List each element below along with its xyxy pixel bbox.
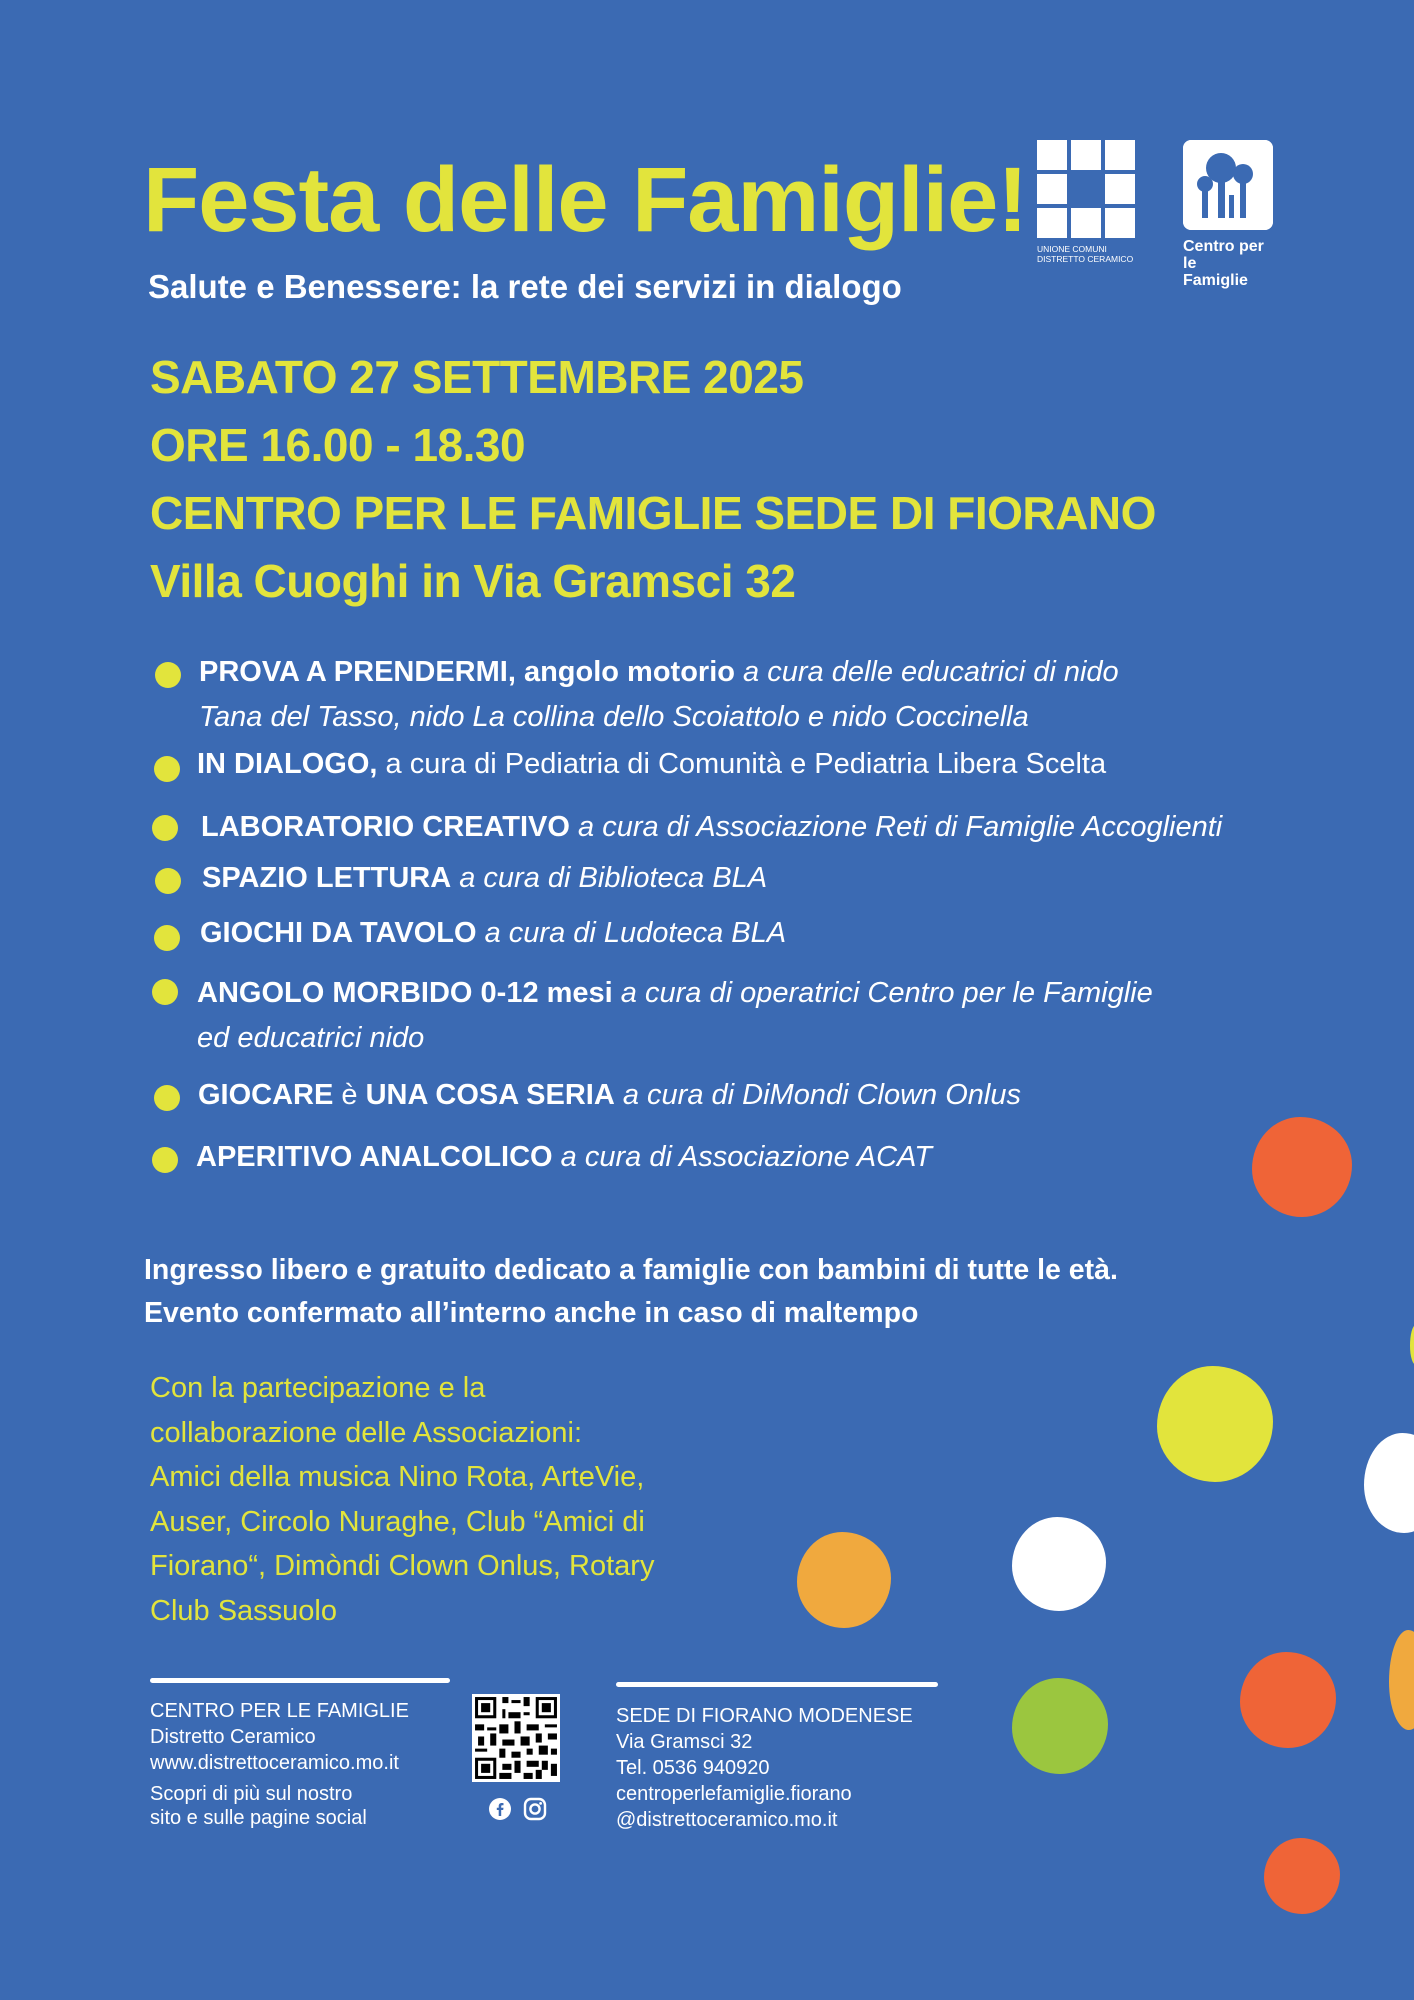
activity-title: GIOCHI DA TAVOLO bbox=[200, 917, 477, 949]
footer-divider bbox=[150, 1678, 450, 1683]
bullet-dot bbox=[152, 815, 178, 841]
footer-email-link[interactable]: centroperlefamiglie.fiorano bbox=[616, 1783, 852, 1805]
associations-text bbox=[150, 1366, 770, 1633]
footer-phone[interactable]: Tel. 0536 940920 bbox=[616, 1757, 770, 1779]
subtitle: Salute e Benessere: la rete dei servizi in dialogo bbox=[148, 268, 902, 305]
facebook-icon[interactable] bbox=[488, 1797, 512, 1821]
activity-title: ANGOLO MORBIDO 0-12 mesi bbox=[197, 977, 613, 1009]
footer-note: sito e sulle pagine social bbox=[150, 1807, 367, 1829]
footer-divider bbox=[616, 1682, 938, 1687]
decorative-orange-dot bbox=[1264, 1838, 1340, 1914]
activity-credit: a cura di Associazione ACAT bbox=[552, 1141, 932, 1173]
event-time: ORE 16.00 - 18.30 bbox=[150, 419, 526, 471]
activity-credit-cont: Tana del Tasso, nido La collina dello Scoiattolo e nido Coccinella bbox=[199, 701, 1029, 733]
activity-credit: a cura di DiMondi Clown Onlus bbox=[614, 1079, 1021, 1111]
decorative-yellow-dot bbox=[1157, 1366, 1273, 1482]
bullet-dot bbox=[152, 1147, 178, 1173]
activity-credit-cont: ed educatrici nido bbox=[197, 1022, 425, 1054]
unione-comuni-grid-icon bbox=[1037, 140, 1141, 238]
decorative-white-dot bbox=[1364, 1433, 1414, 1533]
footer-email-domain[interactable]: @distrettoceramico.mo.it bbox=[616, 1809, 838, 1831]
activity-title: LABORATORIO CREATIVO bbox=[201, 811, 570, 843]
decorative-orange-dot bbox=[1240, 1652, 1336, 1748]
activity-subtitle: angolo motorio bbox=[515, 656, 735, 688]
bullet-dot bbox=[155, 662, 181, 688]
activity-title-cont: UNA COSA SERIA bbox=[365, 1079, 615, 1111]
decorative-white-dot bbox=[1012, 1517, 1106, 1611]
decorative-amber-dot bbox=[1389, 1630, 1414, 1730]
bullet-dot bbox=[154, 925, 180, 951]
associations-line: Con la partecipazione e la bbox=[150, 1372, 486, 1404]
associations-line: Auser, Circolo Nuraghe, Club “Amici di bbox=[150, 1505, 645, 1538]
footer-note: Scopri di più sul nostro bbox=[150, 1783, 353, 1805]
centro-logo-line1: Centro per le bbox=[1183, 238, 1264, 272]
event-address: Villa Cuoghi in Via Gramsci 32 bbox=[150, 555, 796, 607]
associations-line: Fiorano“, Dimòndi Clown Onlus, Rotary bbox=[150, 1550, 655, 1582]
footer-district: Distretto Ceramico bbox=[150, 1726, 316, 1748]
activity-title: GIOCARE bbox=[198, 1079, 334, 1111]
associations-line: Amici della musica Nino Rota, ArteVie, bbox=[150, 1461, 645, 1493]
activity-credit: a cura di Pediatria di Comunità e Pediatria Libera Scelta bbox=[377, 748, 1107, 780]
activity-title: SPAZIO LETTURA bbox=[202, 862, 452, 894]
associations-line: collaborazione delle Associazioni: bbox=[150, 1416, 583, 1449]
activity-connector: è bbox=[333, 1079, 366, 1111]
centro-logo-line2: Famiglie bbox=[1183, 272, 1248, 289]
info-line-2: Evento confermato all’interno anche in caso di maltempo bbox=[144, 1297, 919, 1329]
activity-title: IN DIALOGO, bbox=[197, 748, 378, 780]
info-line-1: Ingresso libero e gratuito dedicato a famiglie con bambini di tutte le età. bbox=[144, 1254, 1118, 1286]
bullet-dot bbox=[154, 1085, 180, 1111]
activity-credit: a cura delle educatrici di nido bbox=[734, 656, 1119, 688]
activity-title: APERITIVO ANALCOLICO bbox=[196, 1141, 553, 1173]
activity-credit: a cura di Biblioteca BLA bbox=[451, 862, 768, 894]
bullet-dot bbox=[152, 979, 178, 1005]
page-title: Festa delle Famiglie! bbox=[143, 149, 1027, 251]
instagram-icon[interactable] bbox=[523, 1797, 547, 1821]
family-tree-icon bbox=[1183, 140, 1273, 230]
footer-office: SEDE DI FIORANO MODENESE bbox=[616, 1705, 913, 1727]
unione-logo-line1: UNIONE COMUNI bbox=[1037, 244, 1107, 254]
footer-org: CENTRO PER LE FAMIGLIE bbox=[150, 1700, 409, 1722]
event-place: CENTRO PER LE FAMIGLIE SEDE DI FIORANO bbox=[150, 487, 1156, 539]
centro-famiglie-logo bbox=[1183, 140, 1275, 289]
decorative-green-dot bbox=[1012, 1678, 1108, 1774]
footer-right bbox=[616, 1703, 913, 1833]
footer-left bbox=[150, 1698, 409, 1830]
activity-credit: a cura di operatrici Centro per le Famiglie bbox=[612, 977, 1153, 1009]
activity-title: PROVA A PRENDERMI, bbox=[199, 656, 516, 688]
bullet-dot bbox=[154, 756, 180, 782]
associations-line: Club Sassuolo bbox=[150, 1594, 337, 1627]
activity-credit: a cura di Ludoteca BLA bbox=[476, 917, 787, 949]
unione-logo-line2: DISTRETTO CERAMICO bbox=[1037, 254, 1134, 264]
decorative-amber-dot bbox=[797, 1532, 891, 1628]
decorative-yellow-dot bbox=[1410, 1325, 1414, 1365]
activity-credit: a cura di Associazione Reti di Famiglie Accoglienti bbox=[569, 811, 1223, 843]
unione-comuni-logo bbox=[1037, 140, 1141, 264]
qr-code[interactable] bbox=[472, 1694, 560, 1782]
footer-website-link[interactable]: www.distrettoceramico.mo.it bbox=[150, 1752, 399, 1774]
bullet-dot bbox=[155, 868, 181, 894]
footer-address: Via Gramsci 32 bbox=[616, 1731, 753, 1753]
decorative-orange-dot bbox=[1252, 1117, 1352, 1217]
event-date: SABATO 27 SETTEMBRE 2025 bbox=[150, 351, 804, 403]
